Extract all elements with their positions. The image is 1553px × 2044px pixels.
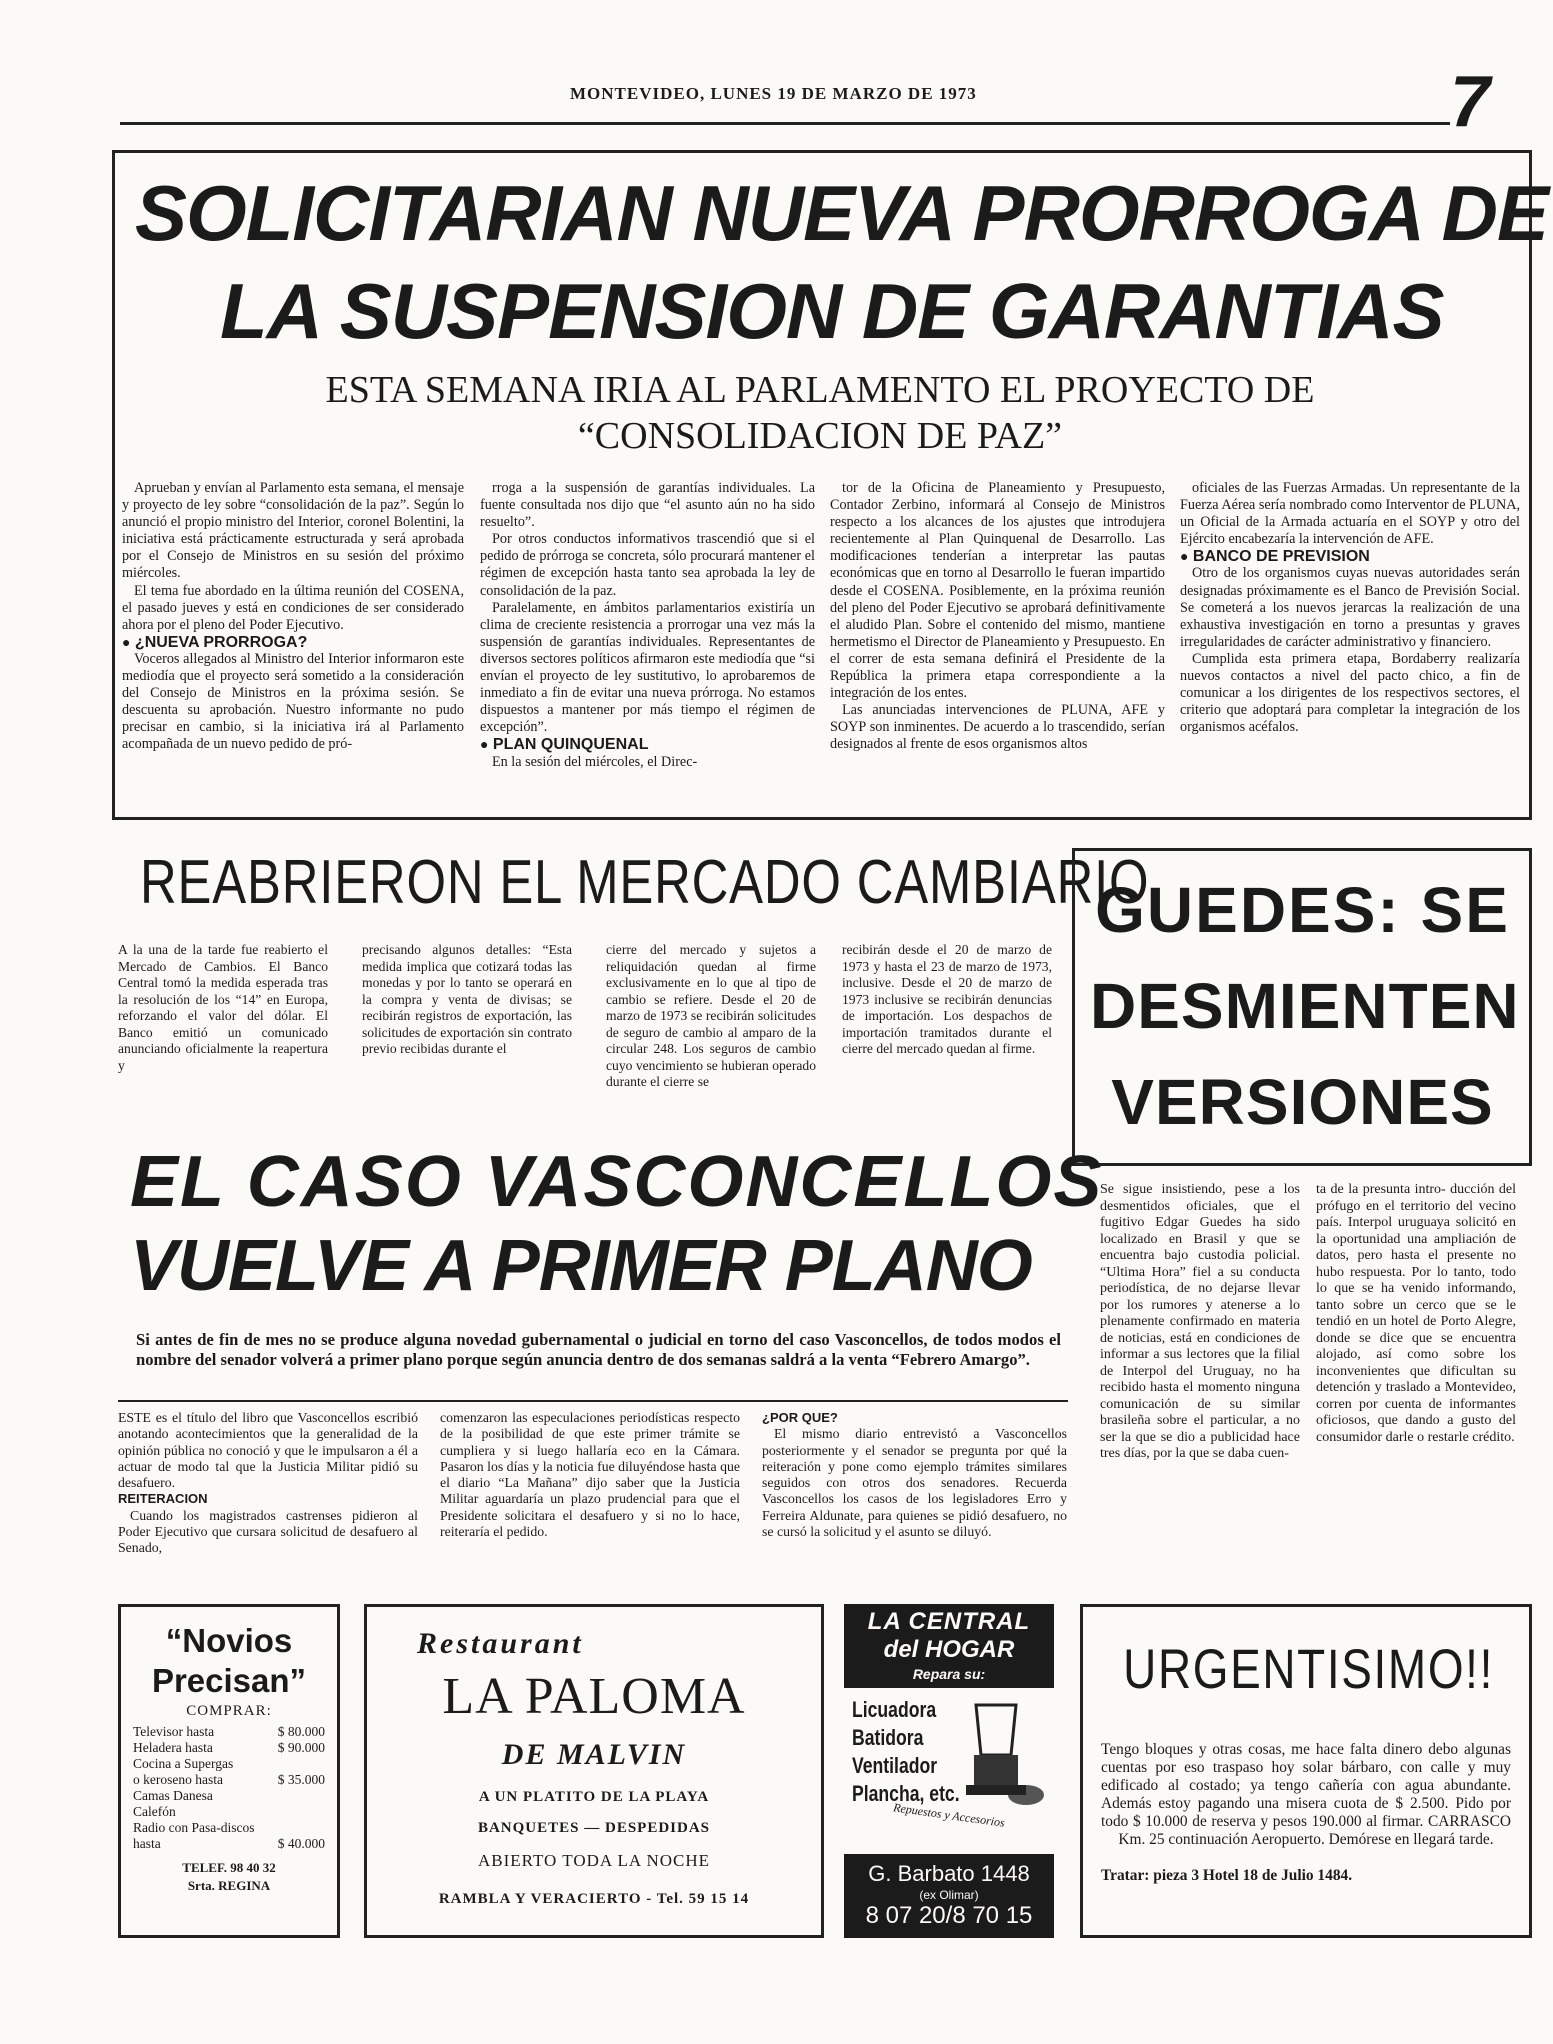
item-price: $ 90.000 [277,1740,325,1755]
paragraph: Cumplida esta primera etapa, Bordaberry realizaría nuevos contactos a nivel del pacto chico, a fin de comunicar a los dirigentes de los respectivos sectores, el criterio que adoptará para completar la integración de los organismos acéfalos. [1180,650,1520,736]
item-label: Radio con Pasa-discos [133,1820,255,1835]
list-item [133,1788,325,1804]
ad-line: BANQUETES — DESPEDIDAS [477,1820,711,1836]
vasconcellos-headline-line2: VUELVE A PRIMER PLANO [130,1226,1032,1306]
list-item [133,1724,325,1740]
list-item [133,1772,325,1788]
ad-item-list [121,1724,337,1852]
subhead: ● BANCO DE PREVISION [1180,548,1370,566]
paragraph: Las anunciadas intervenciones de PLUNA, AFE y SOYP son inminentes. De acuerdo a lo trascendido, serían designados al frente de esos organismos altos [830,702,1165,753]
ad-repara: Repara su: [912,1666,986,1682]
item-price: $ 40.000 [277,1836,325,1851]
page-number: 7 [1450,62,1491,142]
ad-urgentisimo [1080,1604,1532,1938]
paragraph: En la sesión del miércoles, el Direc- [492,753,698,770]
ad-address: G. Barbato 1448 [868,1861,1030,1886]
lead-column-2 [480,480,815,810]
lead-column-4 [1180,480,1520,810]
ad-title-line2: Precisan” [151,1662,307,1699]
paragraph: rroga a la suspensión de garantías individuales. La fuente consultada nos dijo que “el asunto aún no ha sido resuelto”. [480,480,815,531]
product-item: Licuadora [852,1697,937,1722]
list-item [133,1836,325,1852]
vasconcellos-rule [118,1400,1068,1402]
ad-title-line2: del HOGAR [883,1636,1015,1663]
subhead: ¿POR QUE? [762,1410,838,1425]
ad-address-note: (ex Olimar) [919,1888,979,1902]
guedes-headline-line3: VERSIONES [1111,1066,1494,1138]
ad-repuestos: Repuestos y Accesorios [892,1800,1006,1830]
ad-address-banner [844,1854,1054,1938]
paragraph: Aprueban y envían al Parlamento esta semana, el mensaje y proyecto de ley sobre “consolidación de la paz”. Según lo anunció el propio ministro del Interior, coronel Bolentini, la iniciativa está prácticamente estructurada y será aprobada por el Consejo de Ministros en su sesión del próximo miércoles. [122,480,464,582]
subhead: ● ¿NUEVA PRORROGA? [122,633,308,651]
ad-la-central-del-hogar [844,1604,1054,1938]
item-label: Cocina a Supergas [133,1756,234,1771]
ad-title-line1: “Novios [165,1622,293,1659]
item-label: o keroseno hasta [133,1772,223,1787]
vasconcellos-column-1 [118,1410,418,1592]
list-item [133,1740,325,1756]
paragraph: Paralelamente, en ámbitos parlamentarios existiría un clima de creciente resistencia a prorrogar una vez más la suspensión de garantías individuales. Representantes de diversos sectores políticos afirmaron este mediodía que “si envían el proyecto de ley sustitutivo, lo aprobaremos de inmediato a fin de evitar una nueva prórroga. No estamos dispuestos a mantener por más tiempo el régimen de excepción”. [480,599,815,736]
ad-line: DE MALVIN [501,1738,687,1771]
item-label: Camas Danesa [133,1788,213,1803]
item-label: Televisor hasta [133,1724,215,1739]
vasconcellos-headline-line1: EL CASO VASCONCELLOS [130,1142,1104,1222]
ad-title-banner [844,1604,1054,1688]
lead-column-3 [830,480,1165,810]
blender-icon [956,1700,1046,1810]
exchange-column-2: precisando algunos detalles: “Esta medida implica que cotizará todas las monedas y por lo tanto se operará en la compra y venta de divisas; se recibirán registros de exportación, las solicitudes de exportación sin contrato previo recibidas durante el [362,942,572,1056]
bullet-icon: ● [1180,548,1189,565]
ad-contact: Srta. REGINA [187,1878,271,1893]
lead-deck-line2: “CONSOLIDACION DE PAZ” [577,415,1063,457]
product-item: Batidora [852,1725,924,1750]
product-item: Plancha, etc. [852,1781,960,1806]
ad-line: ABIERTO TODA LA NOCHE [477,1851,711,1870]
guedes-column-2: ta de la presunta intro- ducción del prófugo en el territorio del vecino país. Interpol uruguaya solicitó en la oportunidad una ampliación de datos, pero hasta el presente no hubo respuesta. Por lo tanto, todo lo que se ha venido informando, tanto sobre un cerco que se le tendió en un hotel de Porto Alegre, donde se dice que se encuentra alojado, así como sobre los inconvenientes que dificultan su detención y traslado a Montevideo, corren por cuenta de informantes oficiosos, que dando a gusto del consumidor darle o restarle crédito. [1316,1182,1516,1445]
paragraph: Cuando los magistrados castrenses pidieron al Poder Ejecutivo que cursara solicitud de desafuero al Senado, [118,1507,418,1556]
item-price: $ 35.000 [277,1772,325,1787]
vasconcellos-column-2 [440,1410,740,1592]
ad-subtitle: COMPRAR: [186,1703,272,1719]
guedes-headline-line2: DESMIENTEN [1090,970,1520,1042]
ad-la-paloma [364,1604,824,1938]
item-label: Heladera hasta [133,1740,213,1755]
paragraph: ESTE es el título del libro que Vasconcellos escribió anotando acontecimientos que la generalidad de la opinión pública no conoció y que le impulsaron a él a actuar de modo tal que la Justicia Militar pidió su desafuero. [118,1410,418,1491]
ad-novios-precisan [118,1604,340,1938]
masthead-rule [120,122,1450,125]
guedes-column-1: Se sigue insistiendo, pese a los desmentidos oficiales, que el fugitivo Edgar Guedes ha sido localizado en Brasil y que se encuentra bajo custodia policial. “Ultima Hora” fiel a su conducta periodística, de no dejarse llevar por los rumores y atenerse a lo plenamente confirmado en materia de noticias, está en condiciones de informar a sus lectores que la filial de Interpol del Uruguay, no ha recibido hasta el momento ninguna comunicación de su similar brasileña sobre el particular, a no ser la que se dio a publicidad hace tres días, por la que se daba cuen- [1100,1182,1300,1461]
item-price: $ 80.000 [277,1724,325,1739]
ad-title-line1: LA CENTRAL [867,1608,1031,1635]
paragraph: comenzaron las especulaciones periodísticas respecto de la posibilidad de que este primer trámite se cumpliera y si luego hallaría eco en la Cámara. Pasaron los días y la noticia fue diluyéndose hasta que el diario “La Mañana” dijo saber que la Justicia Militar aguardaría un plazo prudencial para que el Presidente solicitara el desafuero y si no lo hace, reiteraría el pedido. [440,1410,740,1540]
subhead: REITERACION [118,1491,208,1507]
paragraph: Voceros allegados al Ministro del Interior informaron este mediodía que el proyecto será sometido a la consideración del Consejo de Ministros en la próxima sesión. Se descuenta su aprobación. Nuestro informante no pudo precisar en cambio, si la iniciativa irá al Parlamento acompañada de un nuevo pedido de pró- [122,650,464,753]
paragraph: El mismo diario entrevistó a Vasconcellos posteriormente y el senador se pregunta por qué la reiteración y pone como ejemplo trámites similares seguidos con otros dos senadores. Recuerda Vasconcellos los casos de los legisladores Erro y Ferreira Aldunate, para quienes se pidió desafuero, no se cursó la solicitud y el asunto se diluyó. [762,1426,1067,1540]
paragraph: Por otros conductos informativos trascendió que si el pedido de prórroga se concreta, sólo procurará mantener el régimen de excepción hasta tanto sea aprobada la ley de consolidación de la paz. [480,531,815,599]
ad-line: A UN PLATITO DE LA PLAYA [478,1789,710,1805]
list-item [133,1756,325,1772]
ad-title: URGENTISIMO!! [1123,1637,1494,1700]
vasconcellos-deck: Si antes de fin de mes no se produce alguna novedad gubernamental o judicial en torno del caso Vasconcellos, de todos modos el nombre del senador volverá a primer plano porque según anuncia dentro de dos semanas saldrá a la venta “Febrero Amargo”. [136,1330,1061,1369]
paragraph: El tema fue abordado en la última reunión del COSENA, el pasado jueves y está en condiciones de ser considerado ahora por el pleno del Poder Ejecutivo. [122,582,464,633]
paragraph: oficiales de las Fuerzas Armadas. Un representante de la Fuerza Aérea sería nombrado como Interventor de PLUNA, un Oficial de la Armada actuaría en el SOYP y otro del Ejército encabezaría la intervención de AFE. [1180,480,1520,548]
paragraph: tor de la Oficina de Planeamiento y Presupuesto, Contador Zerbino, informará al Consejo de Ministros respecto a los alcances de los ajustes que introdujera recientemente al Plan Quinquenal de Desarrollo. Las modificaciones tenderían a interpretar las pautas económicas que en torno al Desarrollo le fueran impartido desde el COSENA. Posiblemente, en la próxima reunión del pleno del Poder Ejecutivo se aprobará definitivamente el aludido Plan. Sobre el contenido del mismo, mantiene hermetismo el Director de Planeamiento y Presupuesto. En el correr de esta semana definirá el Presidente de la República la primera etapa correspondiente a la integración de los entes. [830,480,1165,702]
bullet-icon: ● [480,736,489,753]
list-item [133,1820,325,1836]
ad-phone: TELEF. 98 40 32 [182,1860,276,1875]
dateline: MONTEVIDEO, LUNES 19 DE MARZO DE 1973 [570,84,977,103]
exchange-headline: REABRIERON EL MERCADO CAMBIARIO [140,848,1150,917]
ad-line: RAMBLA Y VERACIERTO - Tel. 59 15 14 [438,1891,750,1907]
bullet-icon: ● [122,633,131,650]
lead-column-1 [122,480,464,810]
list-item [133,1804,325,1820]
exchange-column-4: recibirán desde el 20 de marzo de 1973 y hasta el 23 de marzo de 1973, inclusive. Desde el 20 de marzo de 1973 inclusive se recibirán denuncias de importación. Los despachos de importación tramitados durante el cierre del mercado quedan al firme. [842,942,1052,1056]
ad-footer: Tratar: pieza 3 Hotel 18 de Julio 1484. [1101,1867,1353,1884]
guedes-headline-line1: GUEDES: SE [1095,874,1510,946]
paragraph: Otro de los organismos cuyas nuevas autoridades serán designadas próximamente es el Banco de Previsión Social. Se cometerá a los nuevos jerarcas la realización de una exhaustiva investigación en torno a presuntas y graves irregularidades de carácter administrativo y financiero. [1180,565,1520,650]
vasconcellos-column-3 [762,1410,1067,1592]
product-item: Ventilador [852,1753,938,1778]
lead-headline-line2: LA SUSPENSION DE GARANTIAS [220,267,1444,355]
lead-headline-line1: SOLICITARIAN NUEVA PRORROGA DE [135,169,1549,257]
lead-deck-line1: ESTA SEMANA IRIA AL PARLAMENTO EL PROYECTO DE [325,369,1315,411]
exchange-column-1: A la una de la tarde fue reabierto el Mercado de Cambios. El Banco Central tomó la medida esperada tras la resolución de los “14” en Europa, reforzando el valor del dólar. El Banco emitió un comunicado anunciando oficialmente la reapertura y [118,942,328,1073]
ad-phones: 8 07 20/8 70 15 [865,1902,1033,1929]
subhead: ● PLAN QUINQUENAL [480,736,649,754]
exchange-column-3: cierre del mercado y sujetos a reliquidación quedan al firme exclusivamente en lo que al tipo de cambio se refiere. Desde el 20 de marzo de 1973 se recibirán solicitudes de seguro de cambio al amparo de la circular 248. Los seguros de cambio cuyo vencimiento se hubieran operado durante el cierre se [606,942,816,1089]
item-label: hasta [133,1836,161,1851]
ad-line: Restaurant [417,1627,584,1660]
ad-body: Tengo bloques y otras cosas, me hace falta dinero debo algunas cuentas por eso traspaso hoy solar bárbaro, con calle y muy edificado al costado; ya tengo cañería con agua abundante. Además estoy pagando una misera cuota de $ 2.500. Pido por todo $ 10.000 de reserva y pesos 190.000 al firmar. CARRASCO Km. 25 continuación Aeropuerto. Demórese en llegará tarde. [1101,1741,1511,1848]
ad-line: LA PALOMA [442,1668,746,1725]
item-label: Calefón [133,1804,176,1819]
